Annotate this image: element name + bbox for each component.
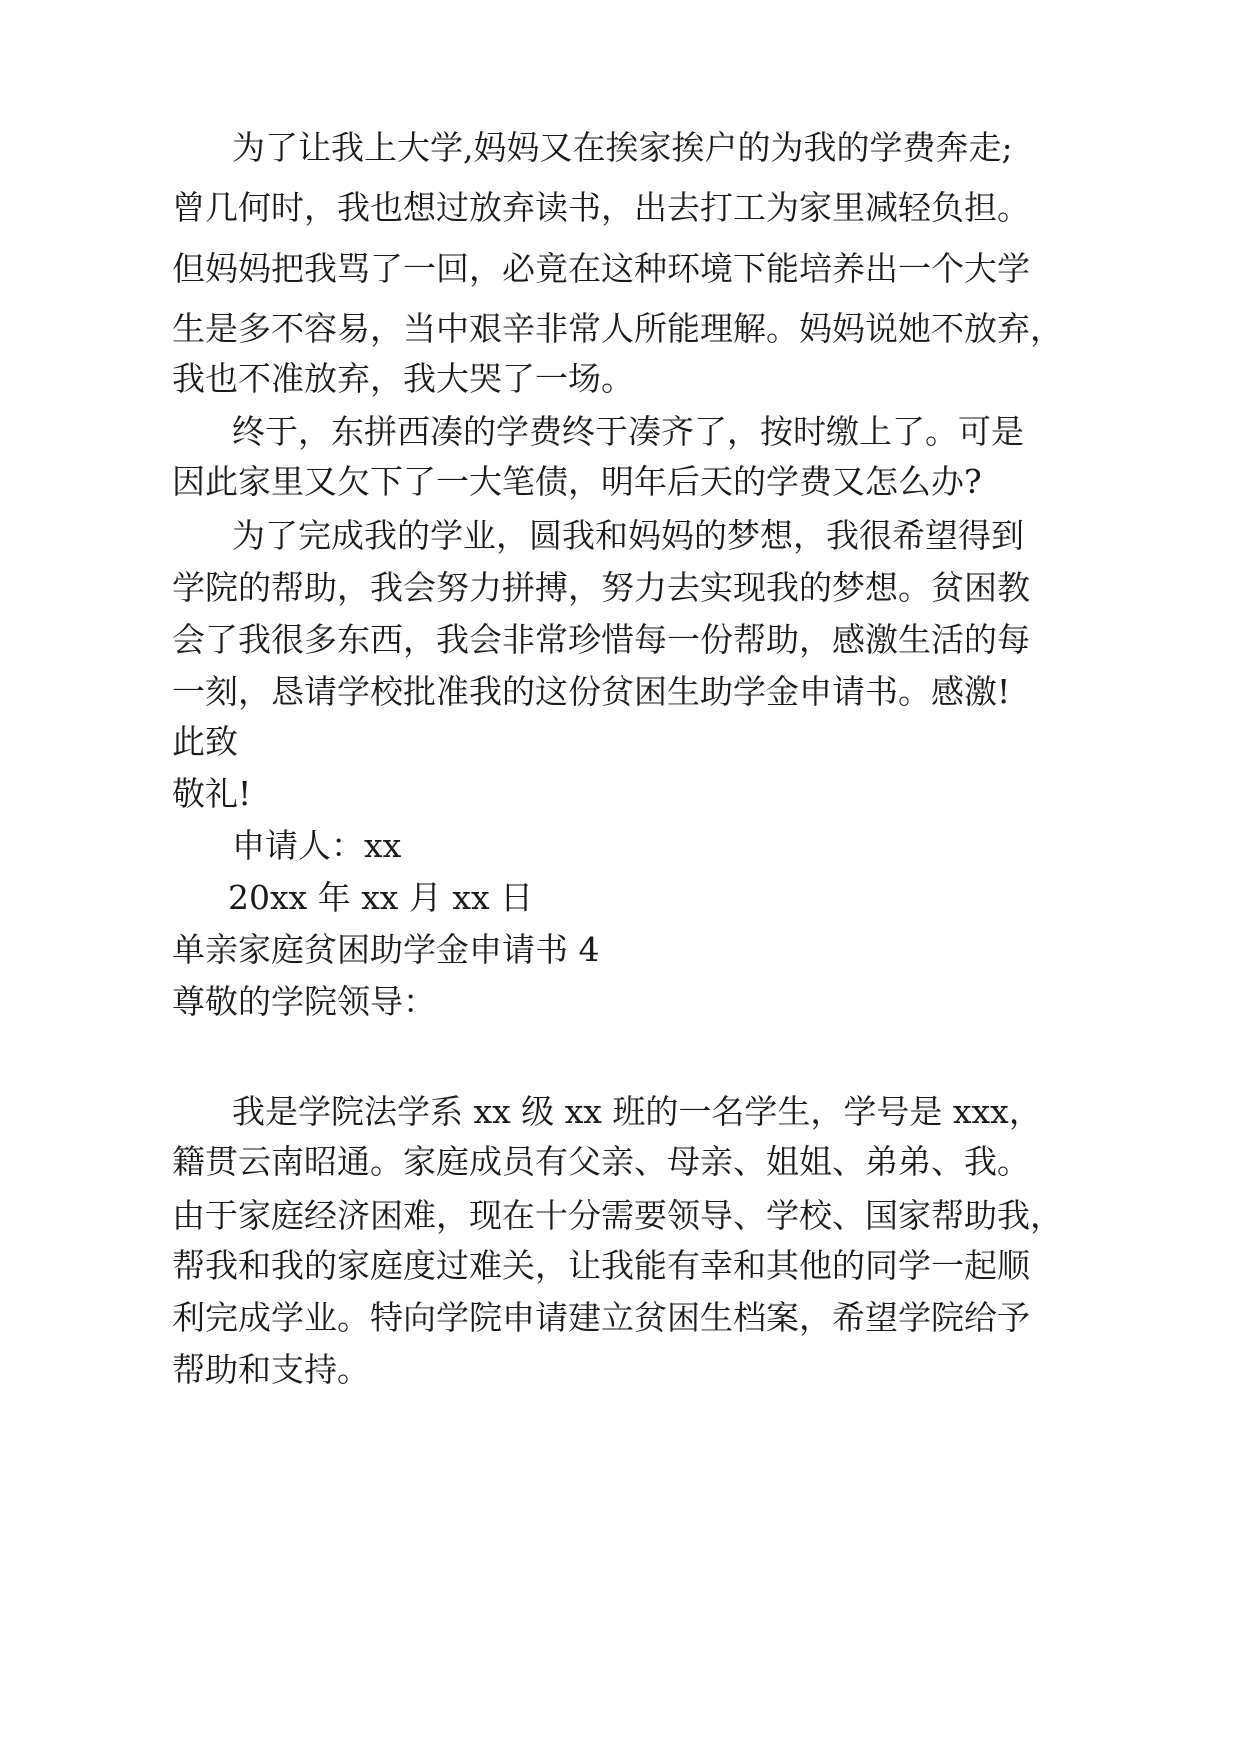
text-line: 曾几何时，我也想过放弃读书，出去打工为家里减轻负担。	[172, 188, 1030, 227]
text-line: 为了完成我的学业，圆我和妈妈的梦想，我很希望得到	[232, 516, 1024, 555]
section-title: 单亲家庭贫困助学金申请书 4	[172, 930, 600, 969]
text-line: 生是多不容易，当中艰辛非常人所能理解。妈妈说她不放弃，	[172, 309, 1063, 348]
text-line: 一刻，恳请学校批准我的这份贫困生助学金申请书。感激!	[172, 672, 1011, 711]
text-line: 但妈妈把我骂了一回，必竟在这种环境下能培养出一个大学	[172, 249, 1030, 288]
text-line: 终于，东拼西凑的学费终于凑齐了，按时缴上了。可是	[232, 412, 1024, 451]
text-line: 利完成学业。特向学院申请建立贫困生档案，希望学院给予	[172, 1298, 1030, 1337]
text-line: 我也不准放弃，我大哭了一场。	[172, 359, 634, 398]
letter-greeting: 尊敬的学院领导：	[172, 982, 436, 1021]
text-line: 由于家庭经济困难，现在十分需要领导、学校、国家帮助我，	[172, 1196, 1063, 1235]
text-line: 籍贯云南昭通。家庭成员有父亲、母亲、姐姐、弟弟、我。	[172, 1142, 1030, 1181]
text-line: 因此家里又欠下了一大笔债，明年后天的学费又怎么办?	[172, 462, 982, 501]
text-line: 会了我很多东西，我会非常珍惜每一份帮助，感激生活的每	[172, 620, 1030, 659]
text-line: 帮我和我的家庭度过难关，让我能有幸和其他的同学一起顺	[172, 1246, 1030, 1285]
text-line: 为了让我上大学,妈妈又在挨家挨户的为我的学费奔走;	[232, 128, 1013, 167]
text-line: 学院的帮助，我会努力拼搏，努力去实现我的梦想。贫困教	[172, 568, 1030, 607]
salutation-closing: 此致	[172, 722, 238, 761]
text-line: 帮助和支持。	[172, 1350, 370, 1389]
text-line: 我是学院法学系 xx 级 xx 班的一名学生，学号是 xxx，	[232, 1092, 1042, 1131]
signature-date: 20xx 年 xx 月 xx 日	[228, 878, 534, 917]
applicant-signature: 申请人：xx	[232, 826, 402, 865]
salutation-respect: 敬礼!	[172, 774, 252, 813]
